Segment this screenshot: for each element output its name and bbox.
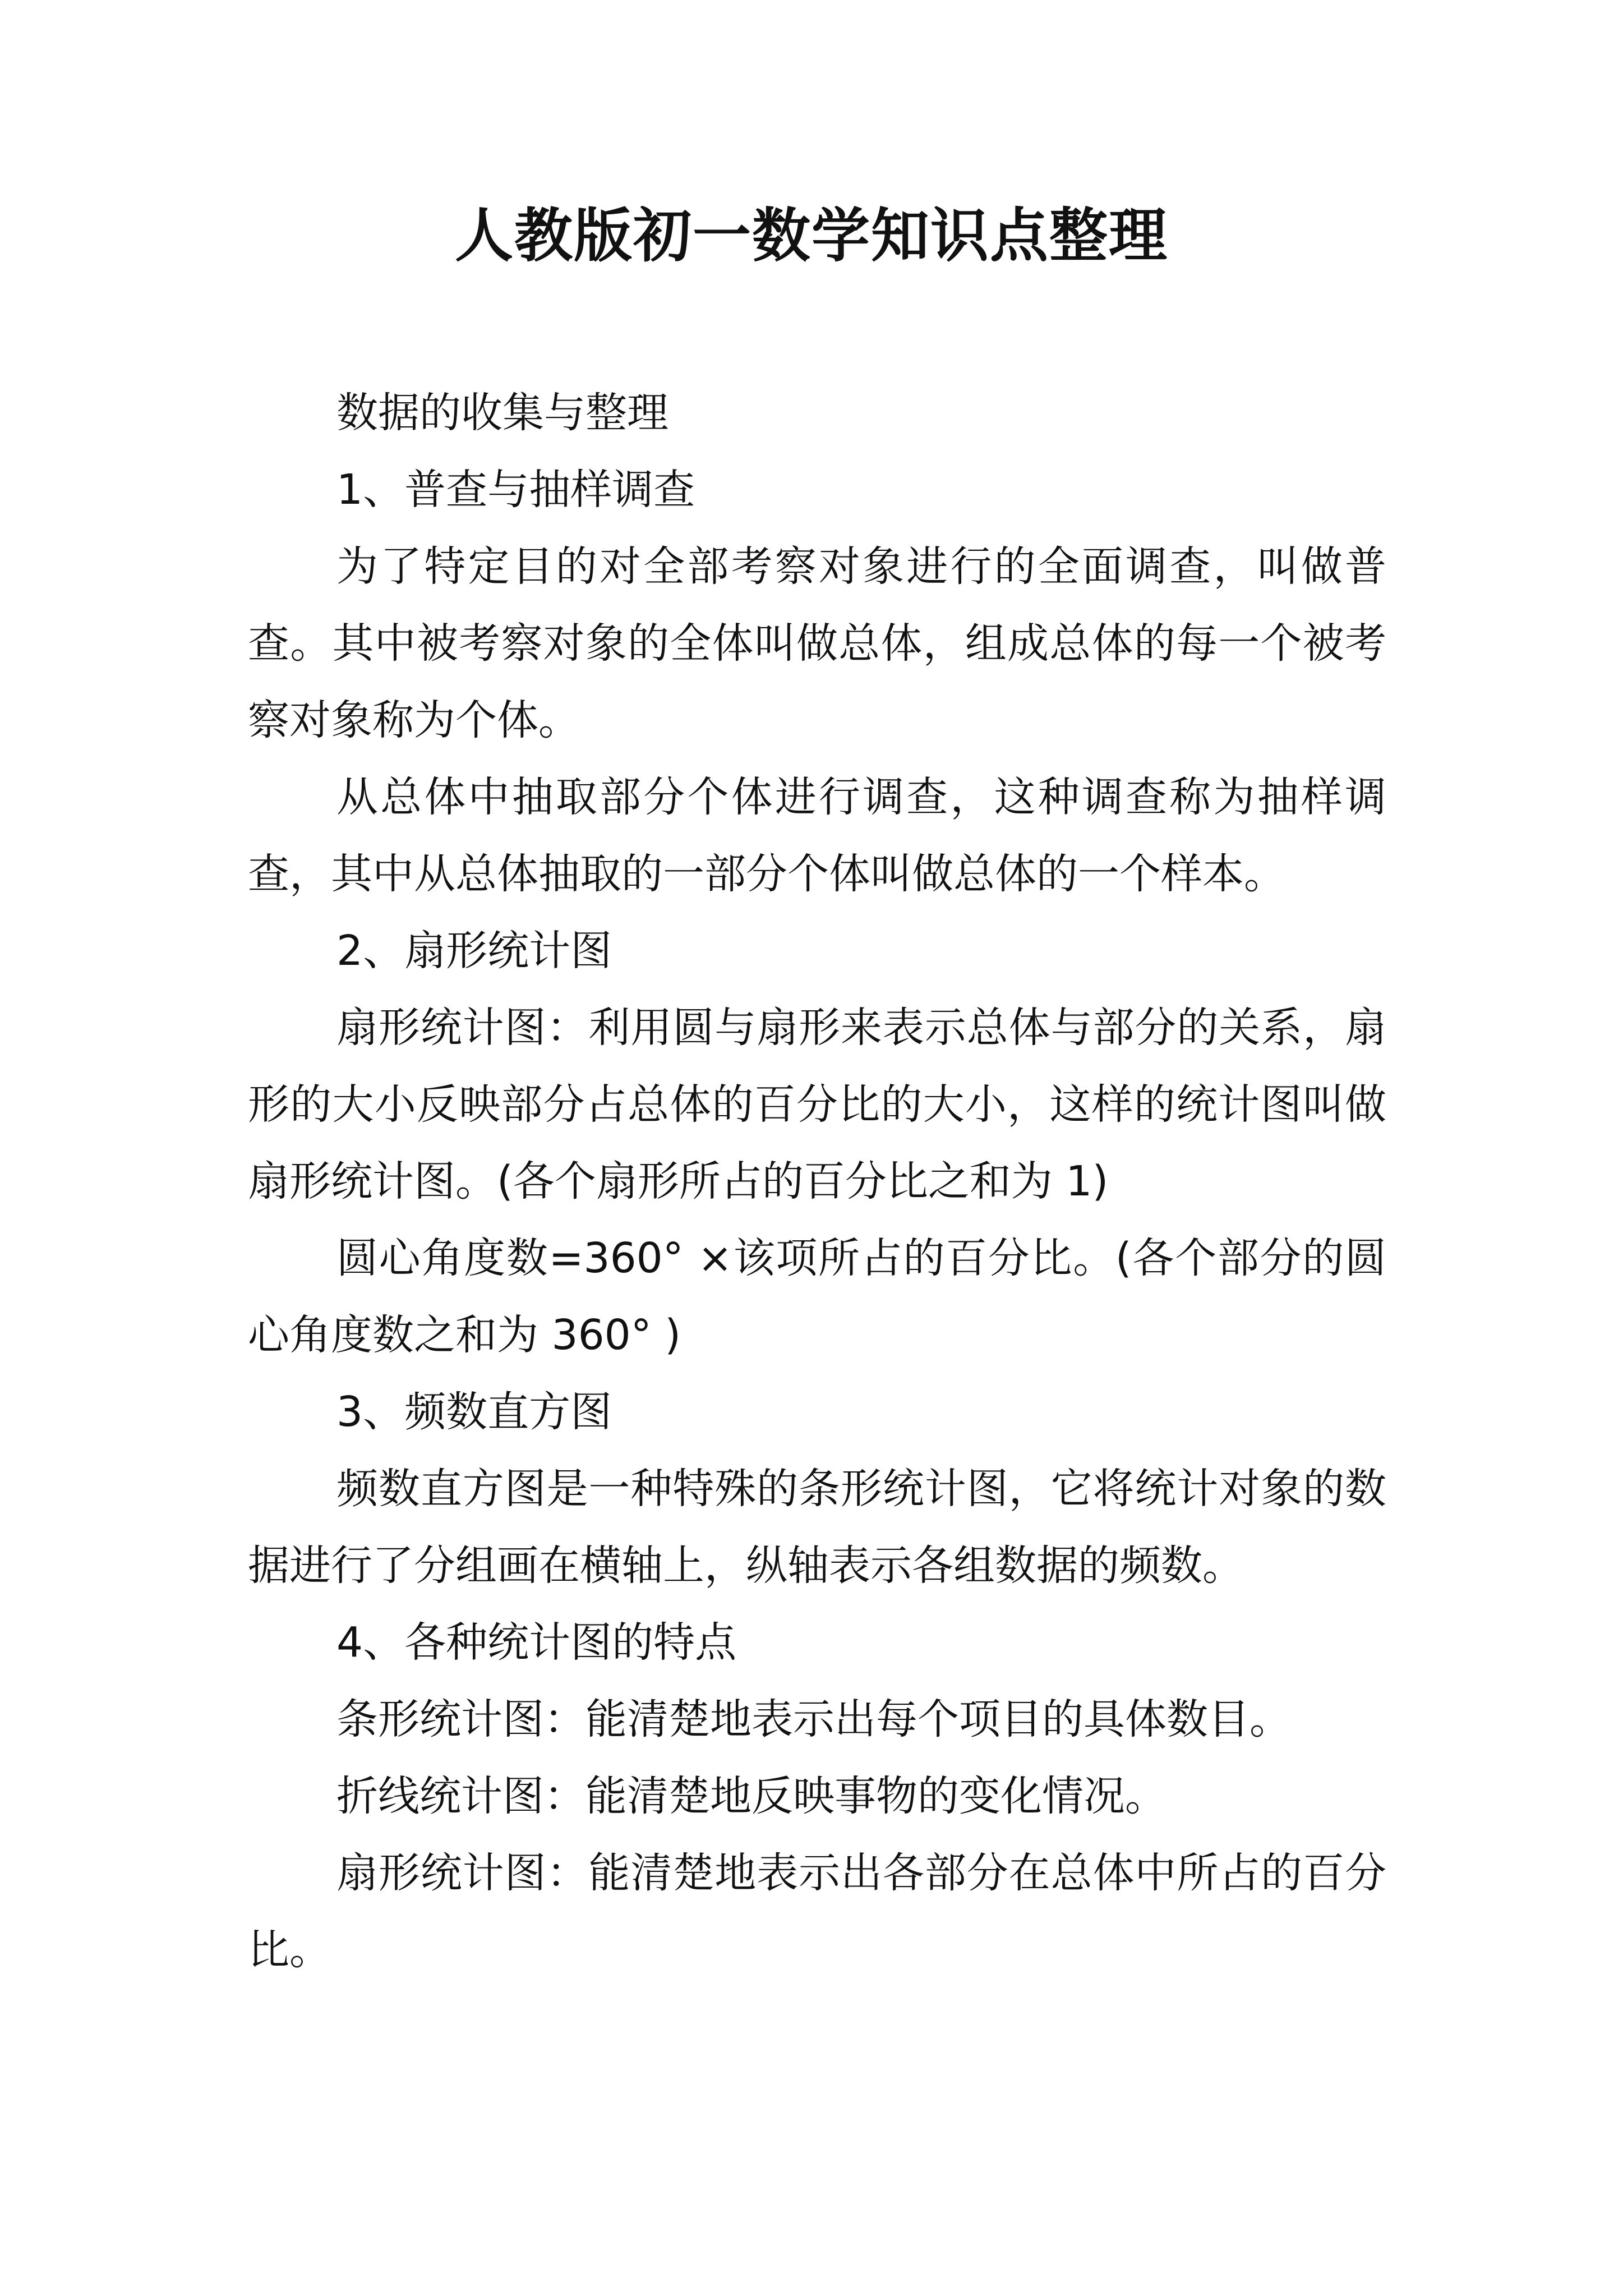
subheading-pie-chart: 2、扇形统计图: [336, 927, 612, 975]
section-heading-data-collection: 数据的收集与整理: [336, 389, 668, 437]
paragraph-central-angle-formula: 圆心角度数=360° ×该项所占的百分比。(各个部分的圆心角度数之和为 360° ): [248, 1234, 1386, 1359]
paragraph-pie-chart-feature: 扇形统计图：能清楚地表示出各部分在总体中所占的百分比。: [248, 1849, 1386, 1974]
paragraph-sampling-definition: 从总体中抽取部分个体进行调查，这种调查称为抽样调查，其中从总体抽取的一部分个体叫做总体的一个样本。: [248, 773, 1386, 898]
paragraph-pie-chart-definition: 扇形统计图：利用圆与扇形来表示总体与部分的关系，扇形的大小反映部分占总体的百分比的大小，这样的统计图叫做扇形统计图。(各个扇形所占的百分比之和为 1): [248, 1004, 1386, 1205]
subheading-histogram: 3、频数直方图: [336, 1388, 612, 1436]
paragraph-bar-chart-feature: 条形统计图：能清楚地表示出每个项目的具体数目。: [336, 1695, 1291, 1743]
subheading-census-sampling: 1、普查与抽样调查: [336, 466, 695, 514]
paragraph-histogram-definition: 频数直方图是一种特殊的条形统计图，它将统计对象的数据进行了分组画在横轴上，纵轴表示各组数据的频数。: [248, 1465, 1386, 1590]
document-title: 人教版初一数学知识点整理: [454, 201, 1168, 270]
paragraph-line-chart-feature: 折线统计图：能清楚地反映事物的变化情况。: [336, 1772, 1166, 1820]
document-body: [248, 375, 1386, 1989]
paragraph-census-definition: 为了特定目的对全部考察对象进行的全面调查，叫做普查。其中被考察对象的全体叫做总体，组成总体的每一个被考察对象称为个体。: [248, 542, 1386, 744]
subheading-chart-features: 4、各种统计图的特点: [336, 1618, 737, 1667]
